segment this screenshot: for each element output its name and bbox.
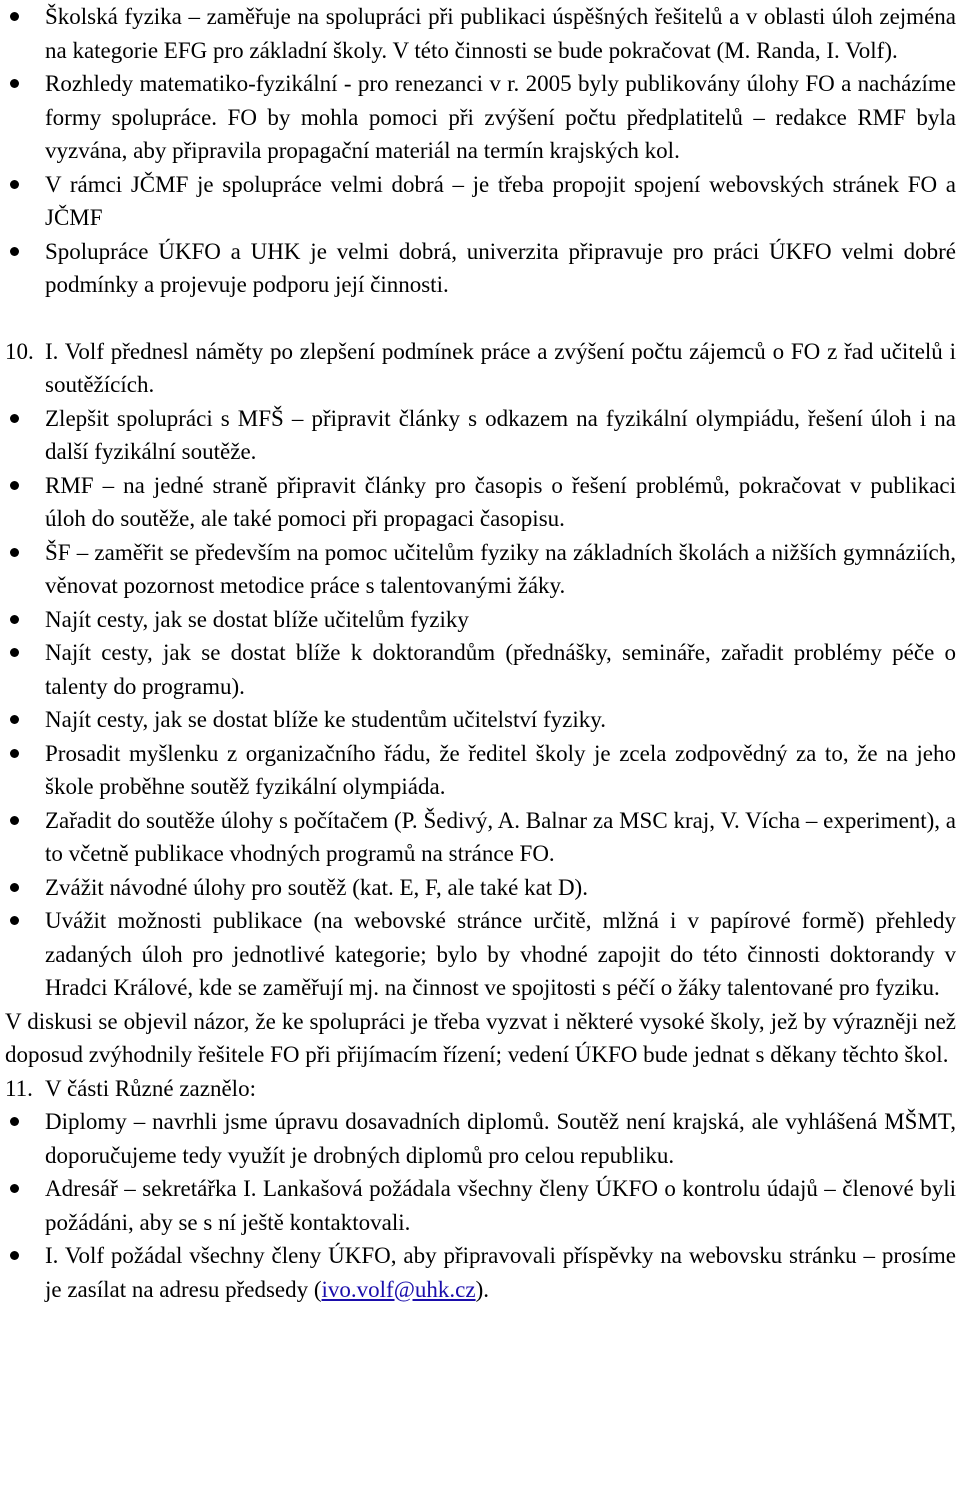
email-link[interactable]: ivo.volf@uhk.cz [321, 1276, 476, 1302]
list-item: Adresář – sekretářka I. Lankašová požádala všechny členy ÚKFO o kontrolu údajů – členové byli požádáni, aby se s ní ještě kontaktovali. [5, 1172, 956, 1239]
bullet-list-cooperation [5, 0, 956, 302]
item-number: 11. [5, 1075, 33, 1101]
numbered-item-11 [5, 1072, 956, 1106]
list-item: V rámci JČMF je spolupráce velmi dobrá – je třeba propojit spojení webovských stránek FO a JČMF [5, 168, 956, 235]
list-item: Zlepšit spolupráci s MFŠ – připravit články s odkazem na fyzikální olympiádu, řešení úloh i na další fyzikální soutěže. [5, 402, 956, 469]
spacer [5, 302, 956, 335]
list-item: Rozhledy matematiko-fyzikální - pro renezanci v r. 2005 byly publikovány úlohy FO a nacházíme formy spolupráce. FO by mohla pomoci při zvýšení počtu předplatitelů – redakce RMF byla vyzvána, aby připravila propagační materiál na termín krajských kol. [5, 67, 956, 168]
list-item: Školská fyzika – zaměřuje na spolupráci při publikaci úspěšných řešitelů a v oblasti úloh zejména na kategorie EFG pro základní školy. V této činnosti se bude pokračovat (M. Randa, I. Volf). [5, 0, 956, 67]
list-item: Zařadit do soutěže úlohy s počítačem (P. Šedivý, A. Balnar za MSC kraj, V. Vícha – experiment), a to včetně publikace vhodných programů na stránce FO. [5, 804, 956, 871]
list-item: RMF – na jedné straně připravit články pro časopis o řešení problémů, pokračovat v publikaci úloh do soutěže, ale také pomoci při propagaci časopisu. [5, 469, 956, 536]
list-item: ŠF – zaměřit se především na pomoc učitelům fyziky na základních školách a nižších gymnáziích, věnovat pozornost metodice práce s talentovanými žáky. [5, 536, 956, 603]
numbered-item-10 [5, 335, 956, 402]
list-item: Uvážit možnosti publikace (na webovské stránce určitě, mlžná i v papírové formě) přehledy zadaných úloh pro jednotlivé kategorie; bylo by vhodné zapojit do této činnosti doktorandy v Hradci Králové, kde se zaměřují mj. na činnost ve spojitosti s péčí o žáky talentované pro fyziku. [5, 904, 956, 1005]
discussion-paragraph: V diskusi se objevil názor, že ke spolupráci je třeba vyzvat i některé vysoké školy, jež by výrazněji než doposud zvýhodnily řešitele FO při přijímacím řízení; vedení ÚKFO bude jednat s děkany těchto škol. [5, 1008, 956, 1067]
item-text: V části Různé zaznělo: [45, 1075, 256, 1101]
item-text-before: I. Volf požádal všechny členy ÚKFO, aby připravovali příspěvky na webovsku stránku – prosíme je zasílat na adresu předsedy ( [45, 1243, 956, 1302]
item-text-after: ). [475, 1276, 489, 1302]
list-item: Diplomy – navrhli jsme úpravu dosavadních diplomů. Soutěž není krajská, ale vyhlášená MŠMT, doporučujeme tedy využít je drobných diplomů pro celou republiku. [5, 1105, 956, 1172]
list-item: Najít cesty, jak se dostat blíže ke studentům učitelství fyziky. [5, 703, 956, 737]
item-number: 10. [5, 338, 34, 364]
list-item: Zvážit návodné úlohy pro soutěž (kat. E, F, ale také kat D). [5, 871, 956, 905]
list-item-last [5, 1239, 956, 1306]
list-item: Najít cesty, jak se dostat blíže k doktorandům (přednášky, semináře, zařadit problémy péče o talenty do programu). [5, 636, 956, 703]
list-item: Prosadit myšlenku z organizačního řádu, že ředitel školy je zcela zodpovědný za to, že na jeho škole proběhne soutěž fyzikální olympiáda. [5, 737, 956, 804]
item-text: I. Volf přednesl náměty po zlepšení podmínek práce a zvýšení počtu zájemců o FO z řad učitelů i soutěžících. [45, 338, 956, 397]
bullet-list-proposals [5, 402, 956, 1005]
bullet-list-various [5, 1105, 956, 1306]
list-item: Spolupráce ÚKFO a UHK je velmi dobrá, univerzita připravuje pro práci ÚKFO velmi dobré podmínky a projevuje podporu její činnosti. [5, 235, 956, 302]
list-item: Najít cesty, jak se dostat blíže učitelům fyziky [5, 603, 956, 637]
